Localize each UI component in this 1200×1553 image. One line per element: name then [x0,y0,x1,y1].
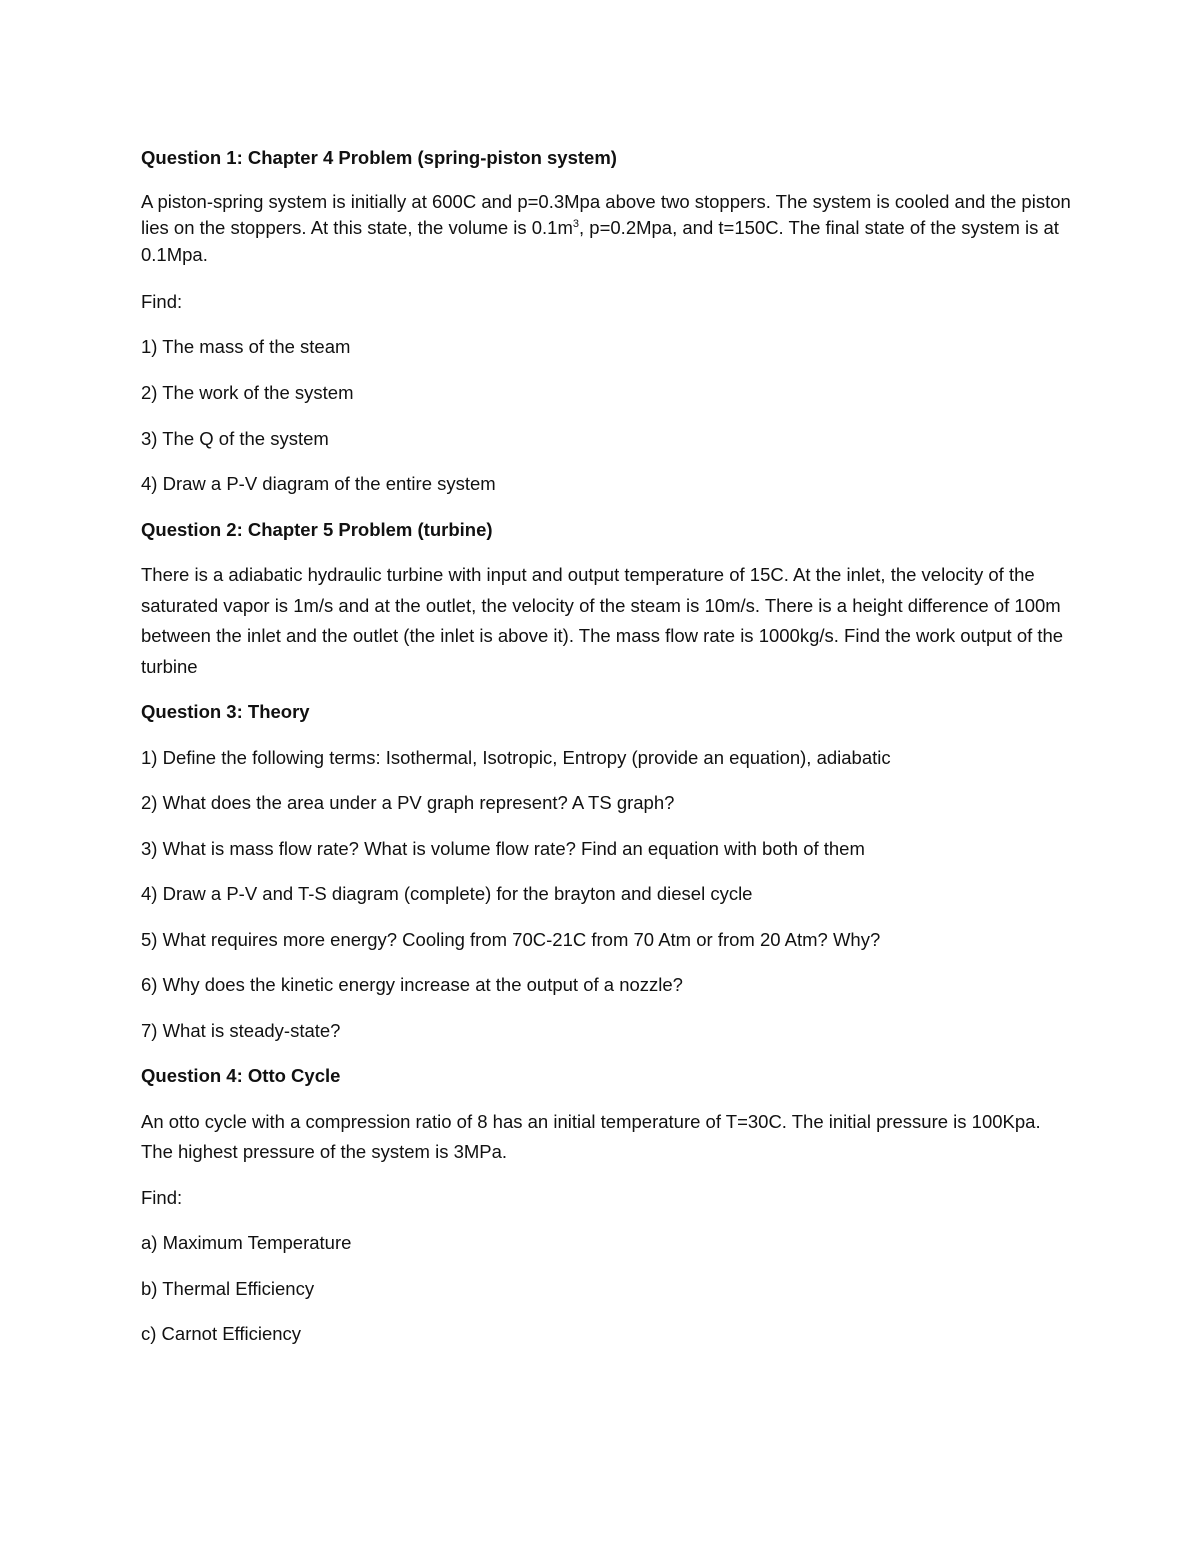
question-3-item: 3) What is mass flow rate? What is volume flow rate? Find an equation with both of them [141,837,865,859]
question-1-item: 3) The Q of the system [141,427,329,449]
cubic-superscript: 3 [572,218,580,231]
question-4-heading: Question 4: Otto Cycle [141,1065,341,1087]
question-4-item: c) Carnot Efficiency [141,1323,302,1345]
question-1-item: 1) The mass of the steam [141,336,351,358]
question-1-body-part-b: , p=0.2Mpa, and t=150C. The final state of the system is at 0.1Mpa. [141,217,1059,266]
question-1-heading: Question 1: Chapter 4 Problem (spring-piston system) [141,147,617,168]
question-2-body: There is a adiabatic hydraulic turbine with input and output temperature of 15C. At the inlet, the velocity of the saturated vapor is 1m/s and at the outlet, the velocity of the steam is 10m/s. There is a height difference of 100m between the inlet and the outlet (the inlet is above it). The mass flow rate is 1000kg/s. Find the work output of the turbine [141,564,1064,677]
question-3-item: 1) Define the following terms: Isothermal, Isotropic, Entropy (provide an equation), adiabatic [141,746,891,768]
question-4-item: b) Thermal Efficiency [141,1277,315,1299]
question-3-item: 2) What does the area under a PV graph represent? A TS graph? [141,792,675,814]
question-3-item: 5) What requires more energy? Cooling from 70C-21C from 70 Atm or from 20 Atm? Why? [141,928,881,950]
question-3-heading: Question 3: Theory [141,701,310,723]
question-1-item: 2) The work of the system [141,381,354,403]
question-3-item: 7) What is steady-state? [141,1019,341,1041]
document-content [141,143,1071,1365]
question-2-heading: Question 2: Chapter 5 Problem (turbine) [141,518,493,540]
question-4-body: An otto cycle with a compression ratio of 8 has an initial temperature of T=30C. The initial pressure is 100Kpa. The highest pressure of the system is 3MPa. [141,1110,1041,1163]
question-4-find-label: Find: [141,1186,183,1208]
question-1-find-label: Find: [141,290,183,312]
question-1-body [141,189,1071,269]
question-3-item: 6) Why does the kinetic energy increase at the output of a nozzle? [141,974,683,996]
question-1-body-part-a: A piston-spring system is initially at 600C and p=0.3Mpa above two stoppers. The system is cooled and the piston lies on the stoppers. At this state, the volume is 0.1m [141,190,1071,239]
question-1-item: 4) Draw a P-V diagram of the entire system [141,473,496,495]
question-3-item: 4) Draw a P-V and T-S diagram (complete) for the brayton and diesel cycle [141,883,753,905]
question-4-item: a) Maximum Temperature [141,1232,352,1254]
